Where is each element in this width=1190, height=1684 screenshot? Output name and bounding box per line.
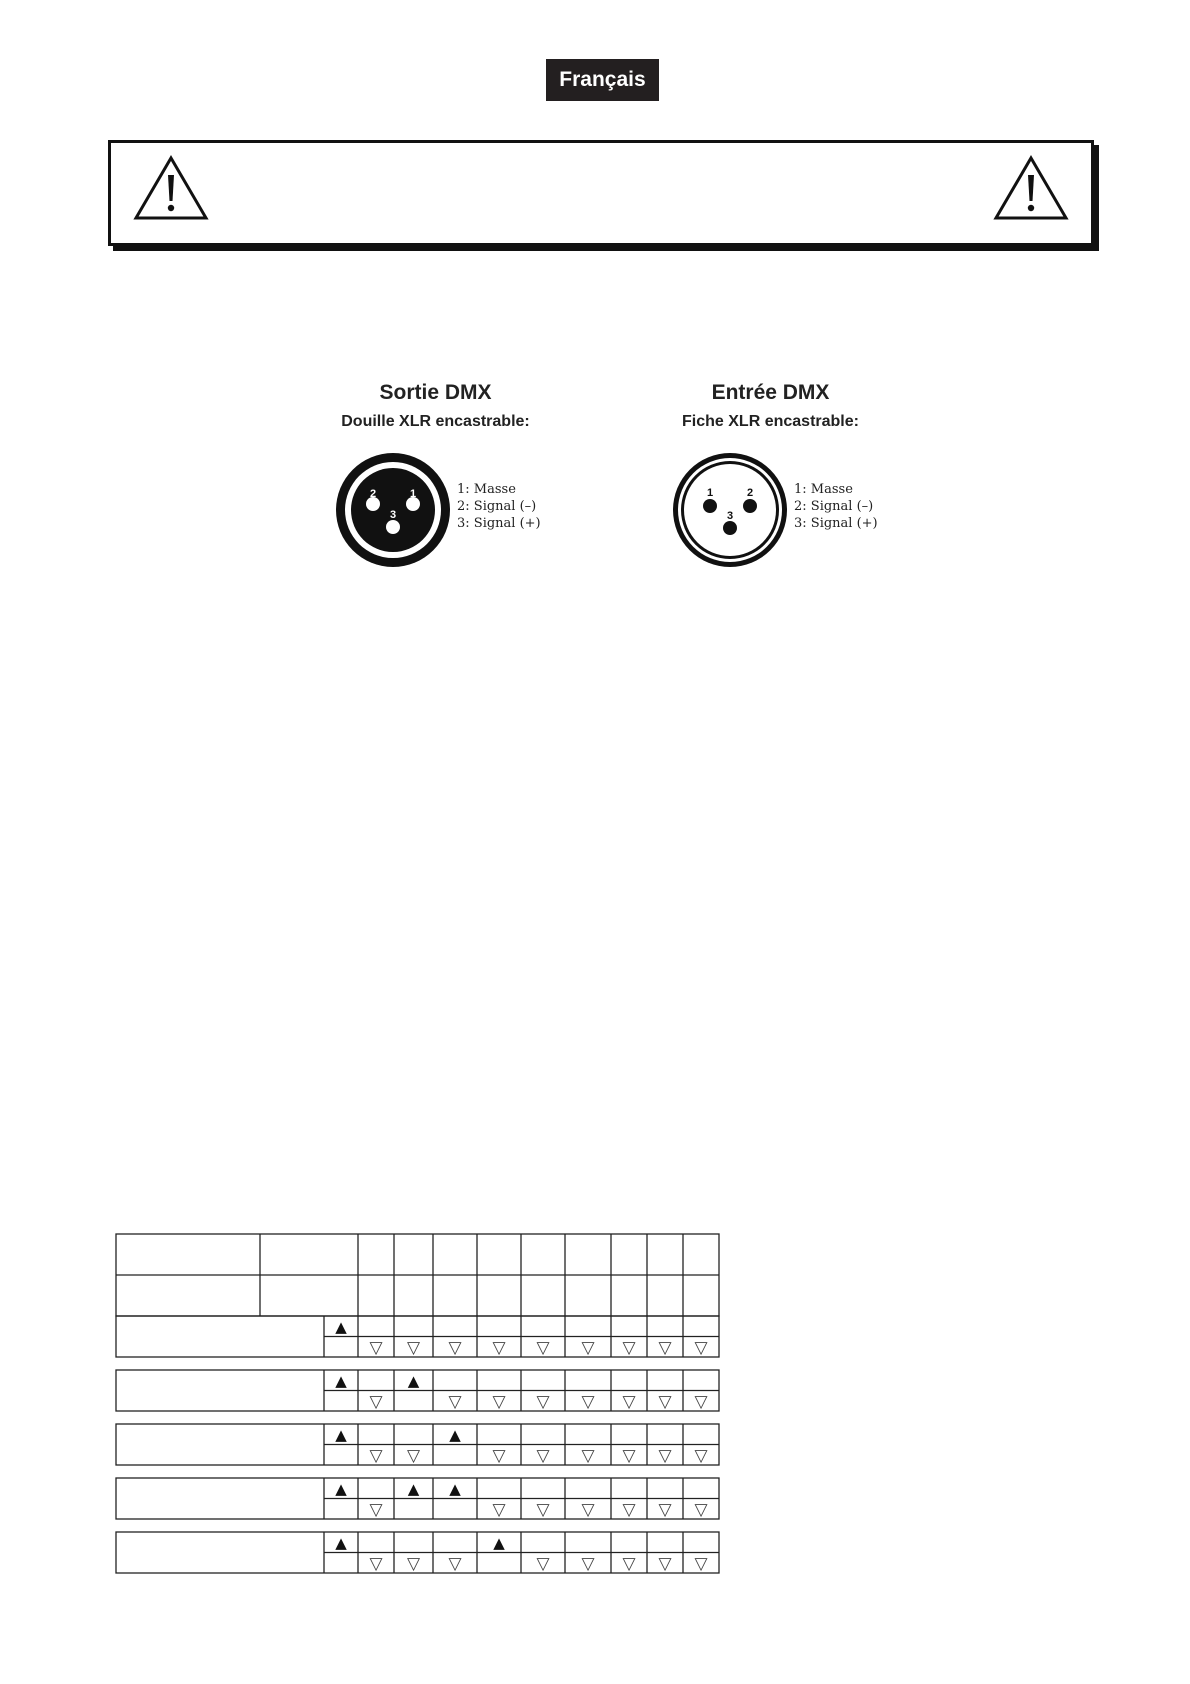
dip-switch-off-icon: ▽ xyxy=(694,1392,708,1412)
pin-assignment: 2: Signal (–) xyxy=(794,499,874,514)
dip-switch-off-icon: ▽ xyxy=(536,1338,550,1358)
dip-switch-off-icon: ▽ xyxy=(622,1338,636,1358)
dip-switch-on-icon: ▲ xyxy=(493,1534,505,1552)
dip-switch-off-icon: ▽ xyxy=(536,1500,550,1520)
dip-switch-off-icon: ▽ xyxy=(369,1392,383,1412)
pin-number-label: 1 xyxy=(706,487,714,499)
dip-switch-on-icon: ▲ xyxy=(335,1372,347,1390)
dip-switch-off-icon: ▽ xyxy=(658,1500,672,1520)
dip-switch-on-icon: ▲ xyxy=(335,1534,347,1552)
pin-assignment: 1: Masse xyxy=(457,482,516,497)
dip-switch-off-icon: ▽ xyxy=(536,1392,550,1412)
connector-title: Sortie DMX xyxy=(379,381,492,404)
pin-assignment: 2: Signal (–) xyxy=(457,499,537,514)
dip-switch-off-icon: ▽ xyxy=(581,1446,595,1466)
dip-switch-off-icon: ▽ xyxy=(658,1446,672,1466)
dip-switch-off-icon: ▽ xyxy=(448,1338,462,1358)
dip-switch-on-icon: ▲ xyxy=(407,1480,420,1498)
pin-number-label: 1 xyxy=(409,488,417,500)
dip-switch-off-icon: ▽ xyxy=(536,1554,550,1574)
dip-switch-off-icon: ▽ xyxy=(581,1338,595,1358)
dip-switch-off-icon: ▽ xyxy=(492,1392,506,1412)
pin-assignment: 1: Masse xyxy=(794,482,853,497)
connector-subtitle: Douille XLR encastrable: xyxy=(341,413,530,430)
pin-number-label: 2 xyxy=(746,487,754,499)
dip-switch-off-icon: ▽ xyxy=(694,1554,708,1574)
dip-switch-on-icon: ▲ xyxy=(449,1426,461,1444)
dip-switch-on-icon: ▲ xyxy=(335,1480,347,1498)
dip-switch-off-icon: ▽ xyxy=(581,1500,595,1520)
pin-number-label: 2 xyxy=(369,488,377,500)
dip-switch-off-icon: ▽ xyxy=(406,1446,421,1466)
dip-switch-off-icon: ▽ xyxy=(448,1392,462,1412)
dip-switch-off-icon: ▽ xyxy=(622,1446,636,1466)
dip-switch-on-icon: ▲ xyxy=(335,1318,347,1336)
pin-assignment: 3: Signal (+) xyxy=(457,516,541,531)
dip-switch-off-icon: ▽ xyxy=(406,1554,421,1574)
dip-switch-off-icon: ▽ xyxy=(622,1500,636,1520)
dip-switch-off-icon: ▽ xyxy=(536,1446,550,1466)
dip-switch-off-icon: ▽ xyxy=(581,1554,595,1574)
dip-switch-off-icon: ▽ xyxy=(492,1338,506,1358)
dip-switch-off-icon: ▽ xyxy=(658,1392,672,1412)
dip-switch-off-icon: ▽ xyxy=(406,1338,421,1358)
dip-switch-off-icon: ▽ xyxy=(658,1554,672,1574)
pin-assignment: 3: Signal (+) xyxy=(794,516,878,531)
dip-switch-off-icon: ▽ xyxy=(492,1500,506,1520)
dip-switch-off-icon: ▽ xyxy=(369,1338,383,1358)
dip-switch-off-icon: ▽ xyxy=(369,1554,383,1574)
dip-switch-off-icon: ▽ xyxy=(694,1446,708,1466)
dip-switch-on-icon: ▲ xyxy=(335,1426,347,1444)
dip-switch-off-icon: ▽ xyxy=(492,1446,506,1466)
dip-switch-off-icon: ▽ xyxy=(658,1338,672,1358)
dip-switch-on-icon: ▲ xyxy=(407,1372,420,1390)
dip-switch-off-icon: ▽ xyxy=(448,1554,462,1574)
dip-switch-off-icon: ▽ xyxy=(369,1500,383,1520)
language-badge: Français xyxy=(546,59,659,101)
connector-title: Entrée DMX xyxy=(711,381,830,404)
pin-number-label: 3 xyxy=(389,509,397,521)
dip-switch-off-icon: ▽ xyxy=(622,1392,636,1412)
dip-switch-off-icon: ▽ xyxy=(694,1500,708,1520)
dip-switch-off-icon: ▽ xyxy=(694,1338,708,1358)
pin-number-label: 3 xyxy=(726,510,734,522)
dip-switch-off-icon: ▽ xyxy=(369,1446,383,1466)
dip-switch-off-icon: ▽ xyxy=(581,1392,595,1412)
dip-switch-off-icon: ▽ xyxy=(622,1554,636,1574)
dip-switch-on-icon: ▲ xyxy=(449,1480,461,1498)
connector-subtitle: Fiche XLR encastrable: xyxy=(682,413,859,430)
